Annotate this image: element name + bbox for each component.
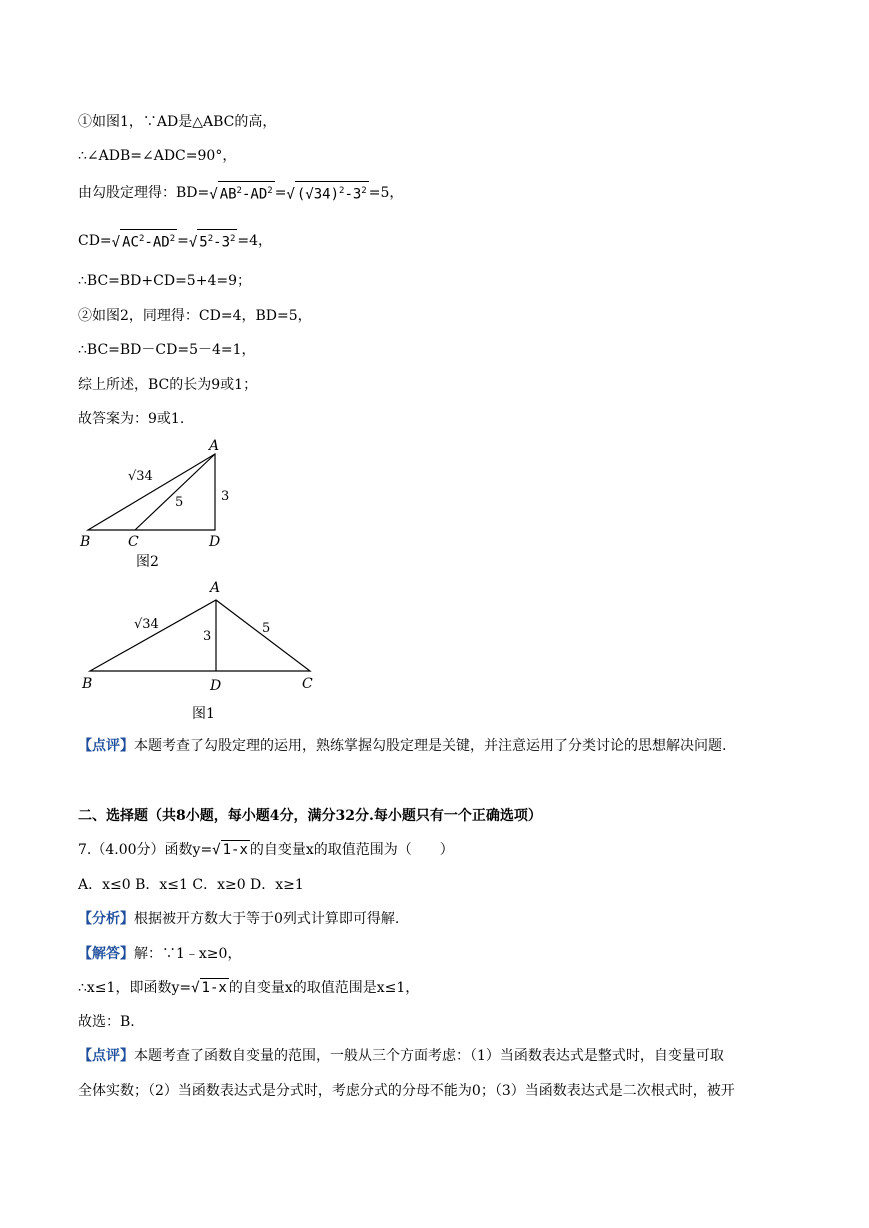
q7-stem [78, 840, 454, 860]
q7-review-line-2: 全体实数；（2）当函数表达式是分式时，考虑分式的分母不能为0；（3）当函数表达式是二次根式时，被开 [78, 1083, 735, 1099]
solution-line-6: ②如图2，同理得：CD=4，BD=5， [78, 308, 312, 324]
label-d: D [209, 534, 221, 550]
sup-2: 2 [267, 186, 273, 196]
rad-ac: AC [122, 234, 139, 251]
result: =4， [237, 232, 273, 249]
solution-line-8: 综上所述，BC的长为9或1； [78, 377, 258, 393]
sup-2: 2 [230, 234, 236, 244]
answer-line-2-prefix: ∴x≤1，即函数y= [78, 980, 192, 996]
label-a: A [209, 438, 220, 454]
rad-minus-ad: -AD [241, 186, 268, 203]
solution-line-5: ∴BC=BD+CD=5+4=9； [78, 273, 251, 289]
solution-line-3-prefix: 由勾股定理得：BD= [78, 184, 210, 201]
label-ad-length: 3 [203, 629, 212, 644]
sqrt-expression: √ $AB^2-AD^2$ [209, 181, 274, 205]
solution-line-4-prefix: CD= [78, 232, 112, 249]
sup-2: 2 [361, 186, 367, 196]
solution-line-1: ①如图1，∵AD是△ABC的高， [78, 114, 277, 130]
label-ac-length: 5 [175, 495, 184, 510]
rad-ab: AB [219, 186, 237, 203]
q7-choice: 故选：B. [78, 1014, 135, 1030]
label-d: D [210, 678, 222, 694]
rad-minus-3: -3 [213, 234, 230, 251]
solution-line-2: ∴∠ADB=∠ADC=90°， [78, 148, 237, 164]
q7-options: A．x≤0 B．x≤1 C．x≥0 D．x≥1 [78, 877, 304, 893]
triangle-abc [90, 600, 310, 671]
rad-5: 5 [199, 234, 208, 251]
equals: = [177, 232, 189, 249]
label-ac-length: 5 [262, 621, 271, 636]
label-ad-length: 3 [221, 489, 230, 504]
label-b: B [82, 676, 93, 692]
equals: = [274, 184, 287, 201]
q7-answer-line-2 [78, 978, 419, 998]
answer-text: 解：∵1﹣x≥0， [134, 946, 242, 962]
review-1 [78, 736, 726, 756]
sqrt-expression: √ 1-x [212, 842, 248, 858]
rad-sqrt34: (√34) [296, 186, 340, 203]
triangle-abd [88, 454, 215, 530]
review-text: 本题考查了勾股定理的运用，熟练掌握勾股定理是关键，并注意运用了分类讨论的思想解决问题. [134, 738, 727, 754]
sup-2: 2 [339, 186, 345, 196]
rad-minus-3: -3 [344, 186, 362, 203]
review-tag: 【点评】 [78, 738, 134, 754]
sup-2: 2 [207, 234, 214, 244]
figure-2-caption: 图2 [136, 554, 159, 570]
q7-review-line-1 [78, 1046, 724, 1066]
label-c: C [302, 676, 313, 692]
analysis-text: 根据被开方数大于等于0列式计算即可得解. [134, 911, 400, 927]
rad-minus-ad: -AD [144, 234, 170, 251]
solution-line-4 [78, 229, 272, 253]
sup-2: 2 [236, 186, 242, 196]
solution-line-7: ∴BC=BD－CD=5－4=1， [78, 342, 256, 358]
sqrt-expression: √ $(√34)^2-3^2$ [286, 181, 368, 205]
q7-answer [78, 944, 241, 964]
label-b: B [80, 534, 91, 550]
q7-stem-suffix: 的自变量x的取值范围为（ ） [249, 842, 454, 858]
result: =5， [368, 184, 404, 201]
label-ab-length: √34 [134, 617, 159, 632]
sup-2: 2 [138, 234, 145, 244]
figure-1 [78, 578, 328, 728]
sqrt-expression: √ $5^2-3^2$ [189, 229, 238, 253]
sqrt-expression: √ 1-x [191, 980, 227, 996]
q7-stem-prefix: 7.（4.00分）函数y= [78, 842, 213, 858]
q7-analysis [78, 909, 399, 929]
figure-1-caption: 图1 [192, 706, 215, 722]
solution-line-3 [78, 181, 403, 205]
review-tag: 【点评】 [78, 1048, 134, 1064]
sqrt-expression: √ $AC^2-AD^2$ [112, 229, 177, 253]
review-text: 本题考查了函数自变量的范围，一般从三个方面考虑：（1）当函数表达式是整式时，自变量可取 [134, 1048, 724, 1064]
solution-line-9: 故答案为：9或1. [78, 411, 185, 427]
radicand: 1-x [222, 842, 248, 858]
analysis-tag: 【分析】 [78, 911, 134, 927]
label-a: A [210, 580, 221, 596]
answer-line-2-suffix: 的自变量x的取值范围是x≤1， [228, 980, 420, 996]
label-ab-length: √34 [128, 469, 153, 484]
label-c: C [128, 534, 139, 550]
section-2-heading: 二、选择题（共8小题，每小题4分，满分32分.每小题只有一个正确选项） [78, 808, 542, 824]
figure-2 [78, 436, 248, 576]
segment-ac [135, 454, 215, 530]
radicand: 1-x [201, 980, 227, 996]
answer-tag: 【解答】 [78, 946, 134, 962]
sup-2: 2 [169, 234, 176, 244]
